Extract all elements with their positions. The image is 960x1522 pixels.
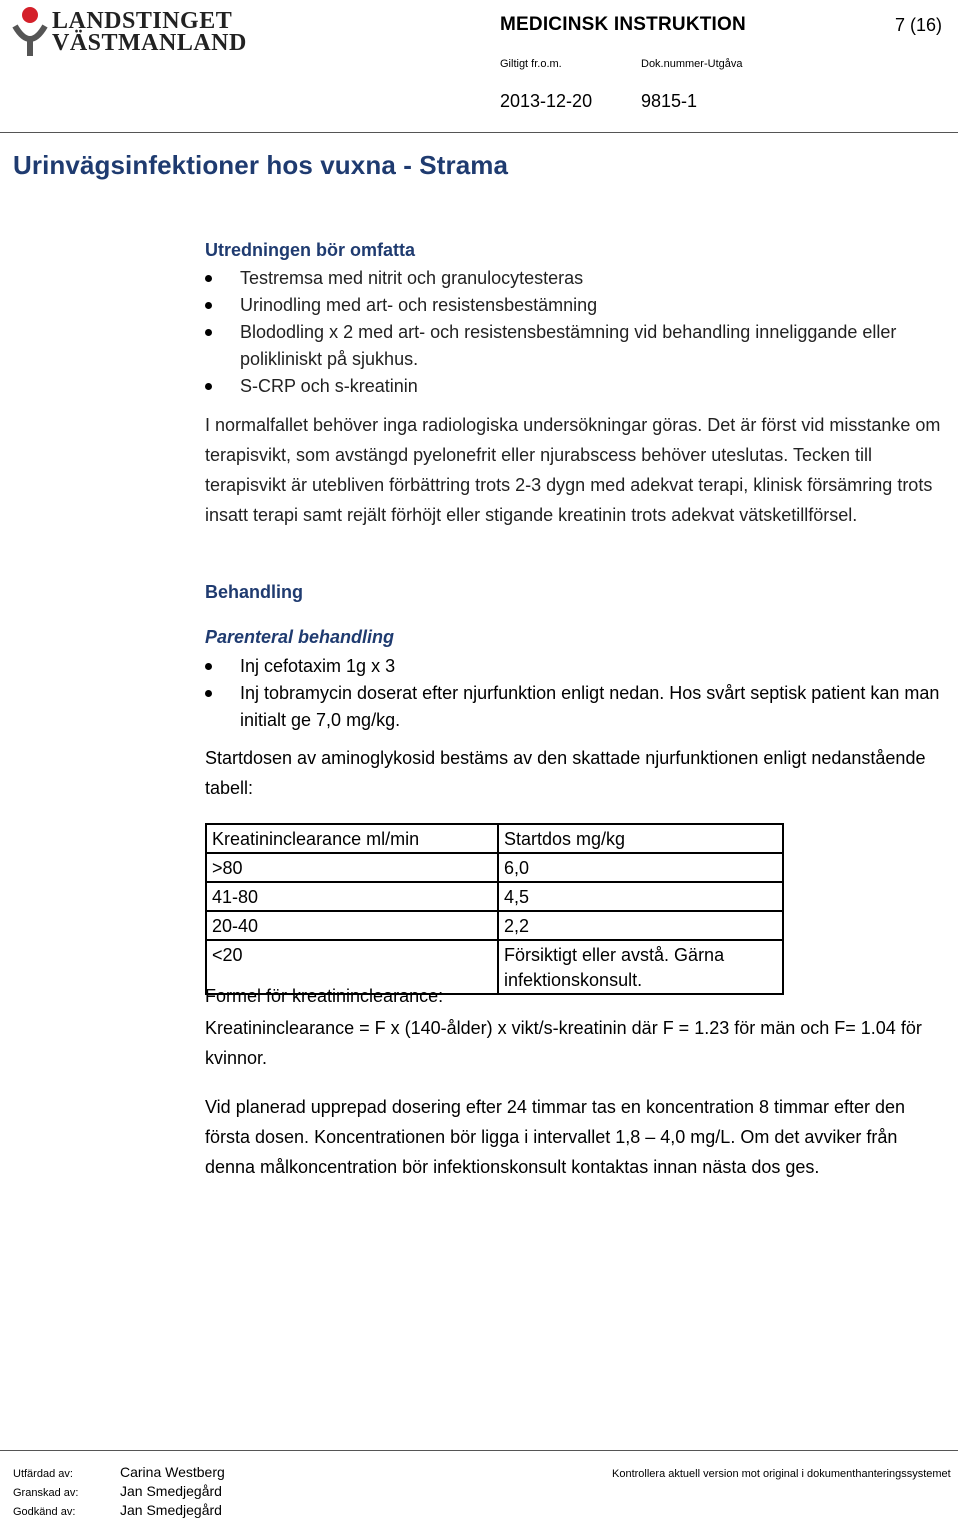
table-cell: >80 [206,853,498,882]
version-control-note: Kontrollera aktuell version mot original i dokumenthanteringssystemet [612,1468,951,1480]
reviewed-by-name: Jan Smedjegård [120,1483,222,1499]
list-item: Blododling x 2 med art- och resistensbestämning vid behandling inneliggande eller polikliniskt på sjukhus. [205,319,950,373]
table-row [206,911,783,940]
list-item: Urinodling med art- och resistensbestämning [205,292,950,319]
issued-by-name: Carina Westberg [120,1464,225,1480]
repeat-dosing-paragraph: Vid planerad upprepad dosering efter 24 timmar tas en koncentration 8 timmar efter den första dosen. Koncentrationen bör ligga i intervallet 1,8 – 4,0 mg/L. Om det avviker från denna målkoncentration bör infektionskonsult kontaktas innan nästa dos ges. [205,1097,906,1177]
list-item: S-CRP och s-kreatinin [205,373,950,400]
table-cell: 2,2 [498,911,783,940]
table-row [206,882,783,911]
valid-from-label: Giltigt fr.o.m. [500,58,562,70]
table-header-cell: Kreatininclearance ml/min [206,824,498,853]
table-cell: 6,0 [498,853,783,882]
valid-from-value: 2013-12-20 [500,91,593,111]
doc-number-label: Dok.nummer-Utgåva [641,58,743,70]
document-type: MEDICINSK INSTRUKTION [500,14,746,35]
parenteral-subheading: Parenteral behandling [205,627,395,647]
table-cell: 41-80 [206,882,498,911]
doc-number-value: 9815-1 [641,91,698,111]
logo-line-2: VÄSTMANLAND [52,30,247,56]
dose-intro-paragraph: Startdosen av aminoglykosid bestäms av den skattade njurfunktionen enligt nedanstående tabell: [205,748,926,798]
radiology-paragraph: I normalfallet behöver inga radiologiska undersökningar göras. Det är först vid misstanke om terapisvikt, som avstängd pyelonefrit eller njurabscess behöver uteslutas. Tecken till terapisvikt är utebliven förbättring trots 2-3 dygn med adekvat terapi, klinisk försämring trots insatt terapi samt rejält förhöjt eller stigande kreatinin trots adekvat vätsketillförsel. [205,415,941,525]
logo-figure-icon [12,6,48,58]
table-cell: Försiktigt eller avstå. Gärna infektionskonsult. [498,940,783,994]
table-cell: <20 [206,940,498,994]
dose-table [205,823,784,995]
treatment-heading: Behandling [205,582,303,602]
table-cell: 4,5 [498,882,783,911]
list-item: Inj tobramycin doserat efter njurfunktion enligt nedan. Hos svårt septisk patient kan man initialt ge 7,0 mg/kg. [205,680,950,734]
reviewed-by-label: Granskad av: [13,1487,79,1499]
table-header-cell: Startdos mg/kg [498,824,783,853]
table-cell: 20-40 [206,911,498,940]
investigation-heading: Utredningen bör omfatta [205,240,415,260]
page-title: Urinvägsinfektioner hos vuxna - Strama [13,150,509,180]
formula-label: Formel för kreatininclearance: [205,986,444,1006]
header-divider [0,132,958,133]
logo-wordmark [52,10,247,54]
table-row [206,853,783,882]
approved-by-label: Godkänd av: [13,1506,76,1518]
treatment-list [205,653,950,734]
footer-divider [0,1450,958,1451]
issued-by-label: Utfärdad av: [13,1468,73,1480]
organization-logo [12,6,247,60]
investigation-list [205,265,950,400]
list-item: Inj cefotaxim 1g x 3 [205,653,950,680]
list-item: Testremsa med nitrit och granulocytesteras [205,265,950,292]
logo-line-1: LANDSTINGET [52,8,233,34]
table-header-row [206,824,783,853]
approved-by-name: Jan Smedjegård [120,1502,222,1518]
formula-text: Kreatininclearance = F x (140-ålder) x vikt/s-kreatinin där F = 1.23 för män och F= 1.04 för kvinnor. [205,1018,922,1068]
page-number: 7 (16) [895,15,943,35]
